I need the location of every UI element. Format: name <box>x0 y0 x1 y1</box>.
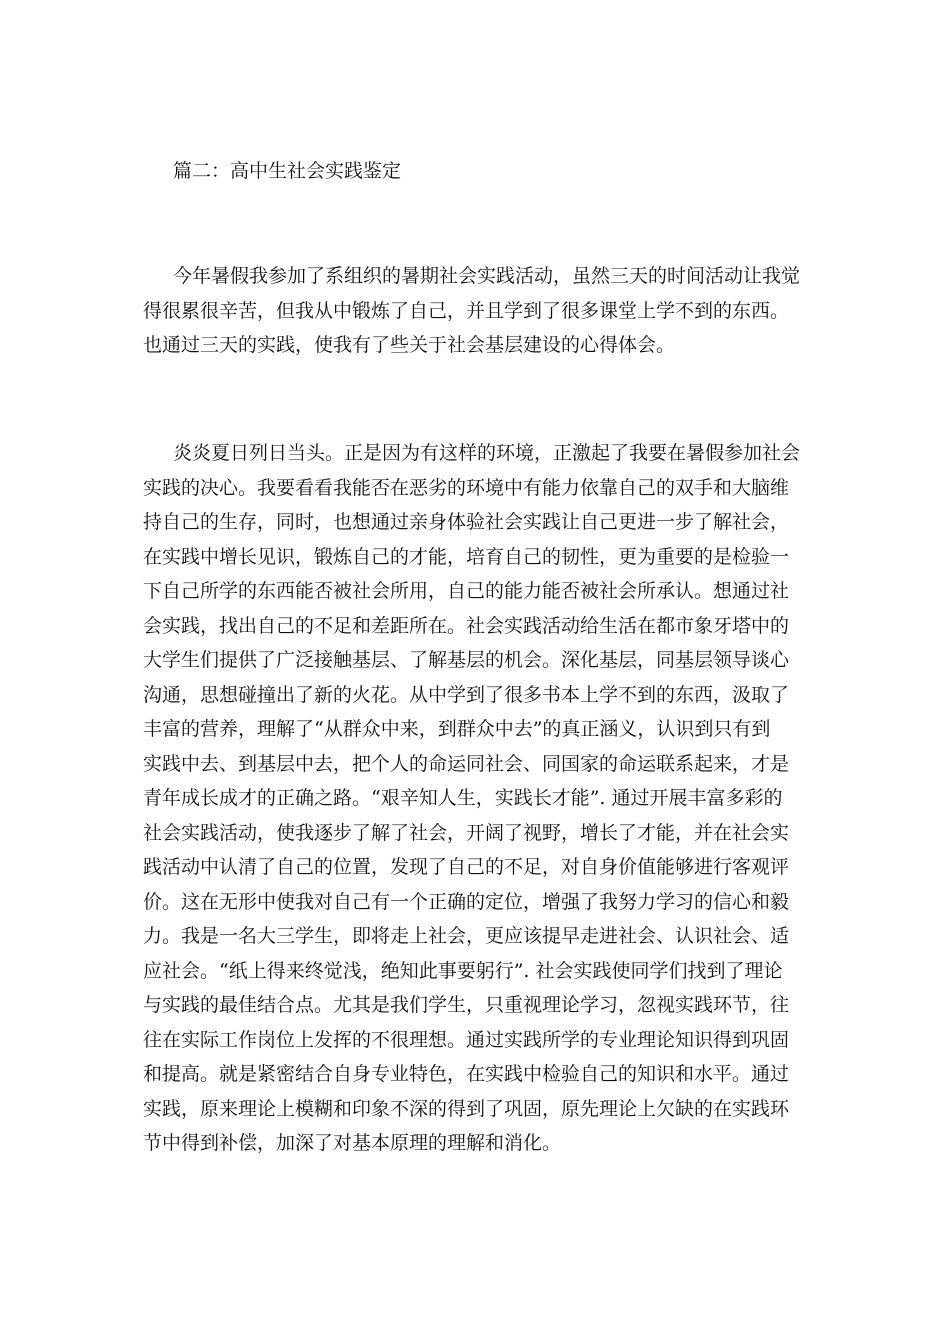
paragraph-line: 节中得到补偿，加深了对基本原理的理解和消化。 <box>143 1132 562 1154</box>
paragraph-line: 实践中去、到基层中去，把个人的命运同社会、同国家的命运联系起来，才是 <box>143 752 790 775</box>
paragraph-summer-practice-intro <box>143 259 806 363</box>
paragraph-line: 炎炎夏日列日当头。正是因为有这样的环境，正激起了我要在暑假参加社会 <box>173 442 801 464</box>
paragraph-line: 会实践，找出自己的不足和差距所在。社会实践活动给生活在都市象牙塔中的 <box>143 614 790 637</box>
paragraph-line: 社会实践活动，使我逐步了解了社会，开阔了视野，增长了才能，并在社会实 <box>143 821 790 844</box>
paragraph-line: 力。我是一名大三学生，即将走上社会，更应该提早走进社会、认识社会、适 <box>143 925 790 947</box>
paragraph-line: 丰富的营养，理解了“从群众中来，到群众中去”的真正涵义，认识到只有到 <box>143 718 771 740</box>
paragraph-line: 大学生们提供了广泛接触基层、了解基层的机会。深化基层，同基层领导谈心 <box>143 649 790 671</box>
paragraph-line: 实践，原来理论上模糊和印象不深的得到了巩固，原先理论上欠缺的在实践环 <box>143 1097 790 1120</box>
paragraph-line: 下自己所学的东西能否被社会所用，自己的能力能否被社会所承认。想通过社 <box>143 580 790 602</box>
paragraph-line: 今年暑假我参加了系组织的暑期社会实践活动，虽然三天的时间活动让我觉 <box>173 265 801 287</box>
paragraph-line: 往在实际工作岗位上发挥的不很理想。通过实践所学的专业理论知识得到巩固 <box>143 1028 790 1051</box>
paragraph-line: 持自己的生存，同时，也想通过亲身体验社会实践让自己更进一步了解社会， <box>143 511 790 533</box>
paragraph-line: 在实践中增长见识，锻炼自己的才能，培育自己的韧性，更为重要的是检验一 <box>143 545 790 568</box>
paragraph-line: 践活动中认清了自己的位置，发现了自己的不足，对自身价值能够进行客观评 <box>143 856 790 878</box>
paragraph-line: 沟通，思想碰撞出了新的火花。从中学到了很多书本上学不到的东西，汲取了 <box>143 683 790 706</box>
paragraph-line: 和提高。就是紧密结合自身专业特色，在实践中检验自己的知识和水平。通过 <box>143 1063 790 1085</box>
document-title: 篇二：高中生社会实践鉴定 <box>173 160 402 182</box>
paragraph-line: 价。这在无形中使我对自己有一个正确的定位，增强了我努力学习的信心和毅 <box>143 890 790 913</box>
paragraph-line: 也通过三天的实践，使我有了些关于社会基层建设的心得体会。 <box>143 334 676 356</box>
paragraph-line: 实践的决心。我要看看我能否在恶劣的环境中有能力依靠自己的双手和大脑维 <box>143 476 790 499</box>
paragraph-line: 青年成长成才的正确之路。“艰辛知人生，实践长才能”. 通过开展丰富多彩的 <box>143 787 783 809</box>
paragraph-line: 与实践的最佳结合点。尤其是我们学生，只重视理论学习，忽视实践环节，往 <box>143 994 790 1016</box>
paragraph-line: 应社会。“纸上得来终觉浅，绝知此事要躬行”. 社会实践使同学们找到了理论 <box>143 959 783 982</box>
paragraph-line: 得很累很辛苦，但我从中锻炼了自己，并且学到了很多课堂上学不到的东西。 <box>143 299 790 322</box>
paragraph-practice-reflection <box>143 436 806 1161</box>
